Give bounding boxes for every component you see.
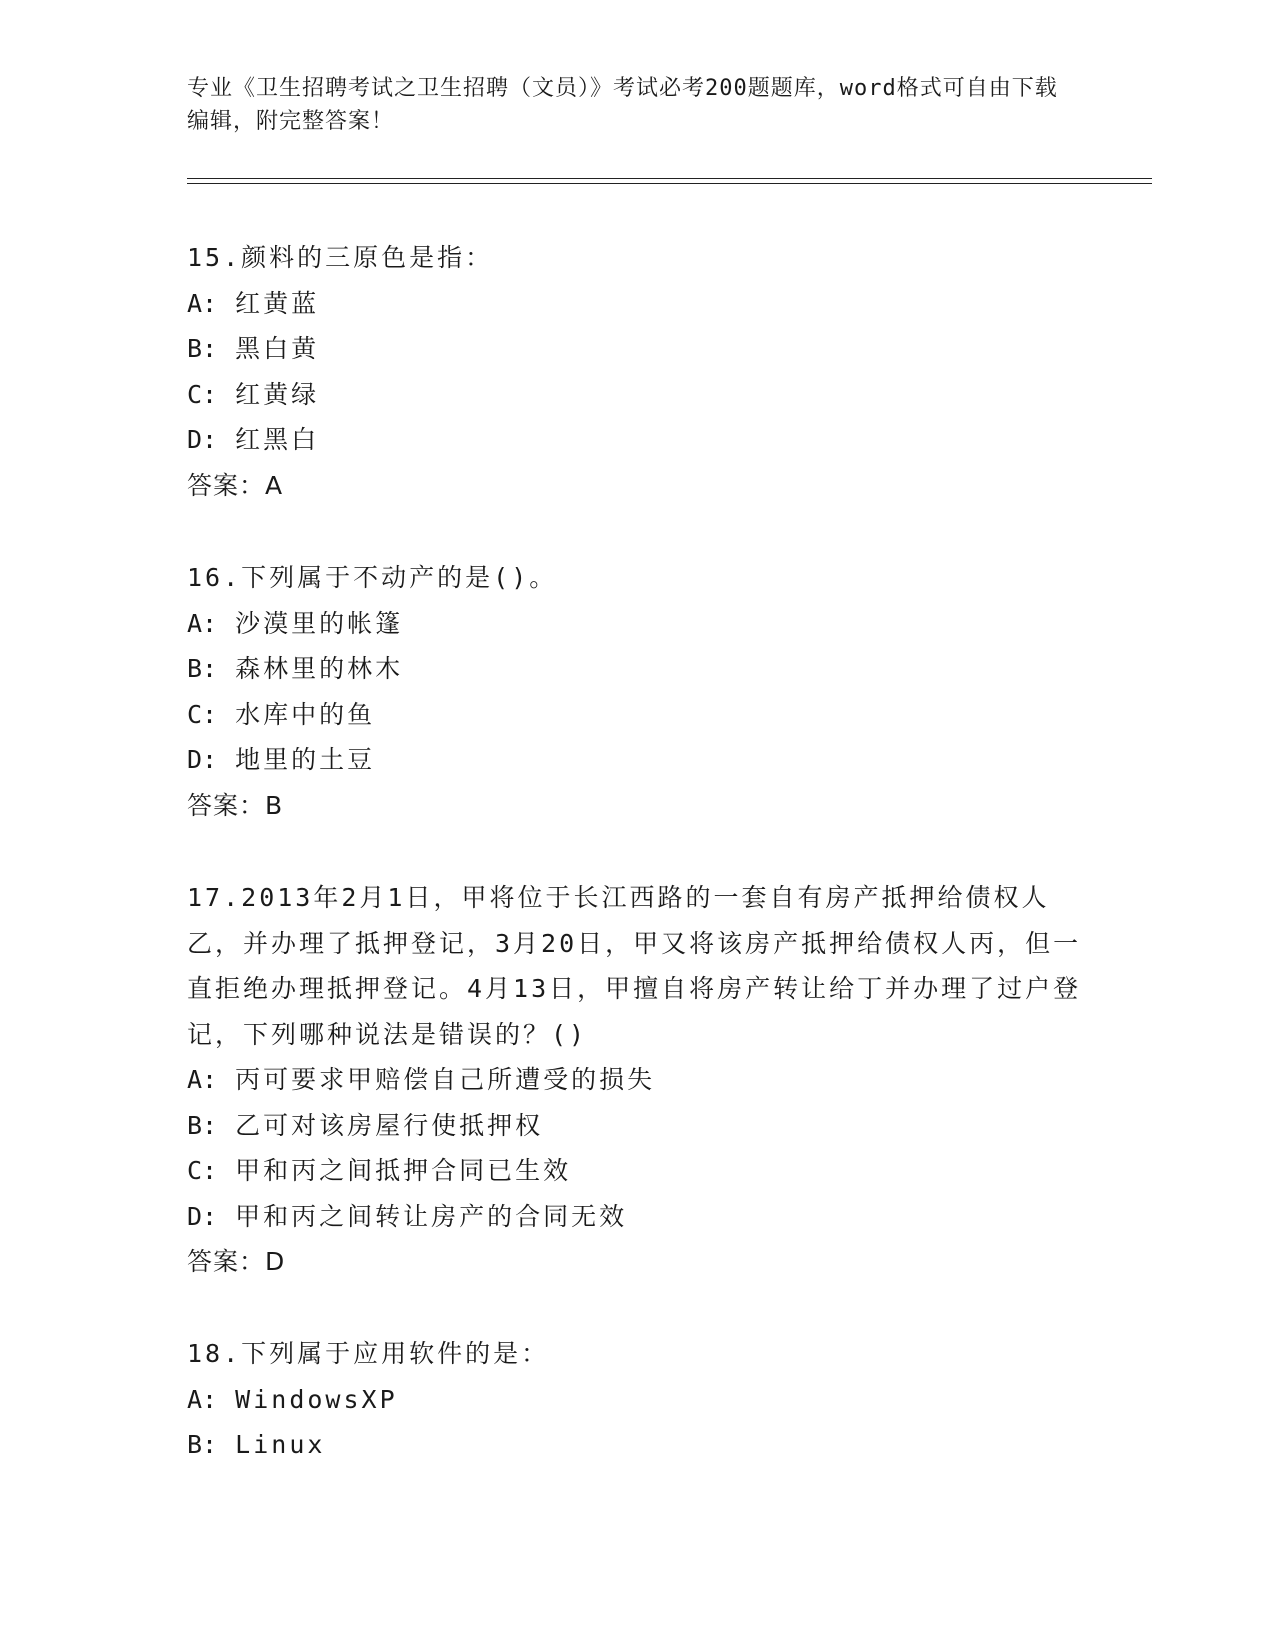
question-stem: 16.下列属于不动产的是()。 bbox=[187, 563, 558, 592]
option-text: 黑白黄 bbox=[235, 334, 320, 363]
option-letter: A: bbox=[187, 1065, 218, 1094]
header-divider-top bbox=[187, 178, 1152, 179]
answer-label: 答案：A bbox=[187, 470, 284, 500]
option-d bbox=[187, 737, 1087, 783]
question-15 bbox=[187, 235, 1087, 508]
option-a bbox=[187, 1057, 1087, 1103]
option-text: 森林里的林木 bbox=[235, 654, 404, 683]
option-text: 红黑白 bbox=[235, 425, 320, 454]
option-b bbox=[187, 326, 1087, 372]
option-text: 乙可对该房屋行使抵押权 bbox=[235, 1110, 544, 1140]
option-b bbox=[187, 646, 1087, 692]
question-16 bbox=[187, 555, 1087, 828]
header-divider-bottom bbox=[187, 183, 1152, 184]
option-a bbox=[187, 601, 1087, 647]
option-letter: B: bbox=[187, 654, 218, 683]
answer-label: 答案：B bbox=[187, 790, 284, 820]
question-stem: 15.颜料的三原色是指： bbox=[187, 243, 494, 272]
option-letter: A: bbox=[187, 1384, 218, 1414]
option-c bbox=[187, 372, 1087, 418]
option-b bbox=[187, 1422, 1087, 1468]
question-18 bbox=[187, 1331, 1087, 1468]
option-c bbox=[187, 1148, 1087, 1194]
option-text: 沙漠里的帐篷 bbox=[235, 608, 404, 638]
option-letter: B: bbox=[187, 1110, 218, 1140]
option-d bbox=[187, 417, 1087, 463]
option-text: 红黄绿 bbox=[235, 379, 320, 409]
option-text: 丙可要求甲赔偿自己所遭受的损失 bbox=[235, 1065, 656, 1094]
option-letter: C: bbox=[187, 1156, 218, 1185]
option-a bbox=[187, 281, 1087, 327]
option-letter: D: bbox=[187, 1201, 218, 1231]
question-stem: 17.2013年2月1日，甲将位于长江西路的一套自有房产抵押给债权人乙，并办理了抵押登记，3月20日，甲又将该房产抵押给债权人丙，但一直拒绝办理抵押登记。4月13日，甲擅自将房产转让给丁并办理了过户登记，下列哪种说法是错误的？() bbox=[187, 883, 1082, 1049]
option-text: 甲和丙之间转让房产的合同无效 bbox=[235, 1201, 628, 1231]
option-letter: C: bbox=[187, 379, 218, 409]
option-letter: D: bbox=[187, 425, 218, 454]
question-stem: 18.下列属于应用软件的是： bbox=[187, 1339, 550, 1368]
option-d bbox=[187, 1194, 1087, 1240]
option-letter: A: bbox=[187, 608, 218, 638]
option-letter: D: bbox=[187, 745, 218, 774]
option-c bbox=[187, 692, 1087, 738]
option-text: 水库中的鱼 bbox=[235, 699, 376, 729]
option-text: 甲和丙之间抵押合同已生效 bbox=[235, 1156, 572, 1185]
option-text: 地里的土豆 bbox=[235, 745, 376, 774]
option-b bbox=[187, 1103, 1087, 1149]
document-intro: 专业《卫生招聘考试之卫生招聘（文员）》考试必考200题题库，word格式可自由下载编辑，附完整答案！ bbox=[187, 76, 1058, 134]
option-a bbox=[187, 1377, 1087, 1423]
option-text: Linux bbox=[235, 1430, 326, 1459]
question-17 bbox=[187, 875, 1087, 1285]
option-letter: A: bbox=[187, 288, 218, 318]
option-letter: C: bbox=[187, 699, 218, 729]
option-letter: B: bbox=[187, 1430, 218, 1459]
option-letter: B: bbox=[187, 334, 218, 363]
answer-label: 答案：D bbox=[187, 1247, 286, 1276]
option-text: 红黄蓝 bbox=[235, 288, 320, 318]
option-text: WindowsXP bbox=[235, 1384, 398, 1414]
